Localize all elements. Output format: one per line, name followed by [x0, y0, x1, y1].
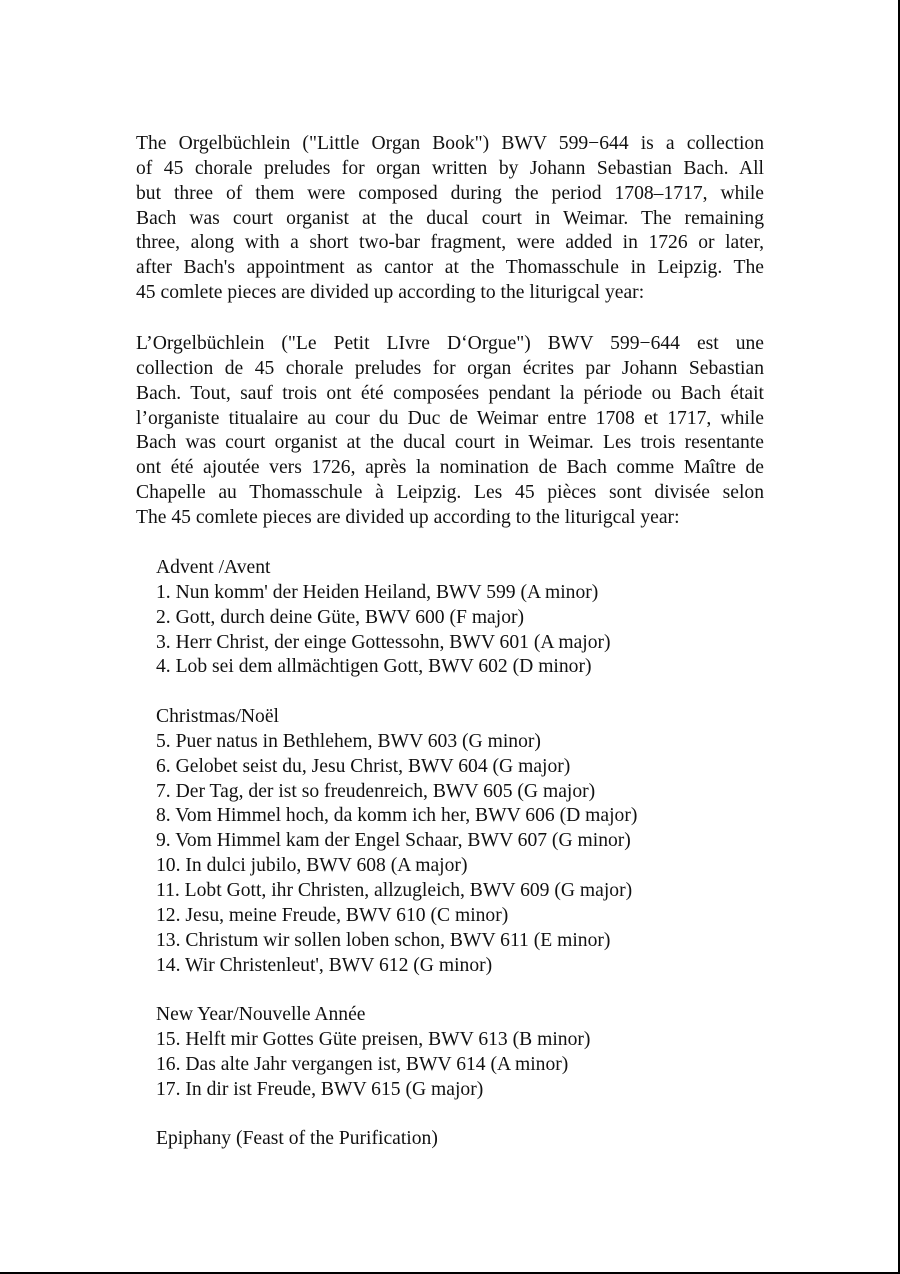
list-item: 1. Nun komm' der Heiden Heiland, BWV 599 (A minor): [156, 581, 599, 603]
list-item: 9. Vom Himmel kam der Engel Schaar, BWV 607 (G minor): [156, 830, 631, 852]
list-item: 14. Wir Christenleut', BWV 612 (G minor): [156, 954, 493, 976]
list-item: 6. Gelobet seist du, Jesu Christ, BWV 604 (G major): [156, 755, 571, 777]
text-line: 45 comlete pieces are divided up according to the liturigcal year:: [136, 282, 645, 304]
text-line: but three of them were composed during the period 1708–1717, while: [136, 182, 764, 204]
list-item: 3. Herr Christ, der einge Gottessohn, BWV 601 (A major): [156, 631, 611, 653]
list-item: 2. Gott, durch deine Güte, BWV 600 (F major): [156, 606, 525, 628]
text-line: collection de 45 chorale preludes for organ écrites par Johann Sebastian: [136, 357, 764, 379]
text-line: Bach. Tout, sauf trois ont été composées pendant la période ou Bach était: [136, 382, 764, 404]
text-line: Chapelle au Thomasschule à Leipzig. Les 45 pièces sont divisée selon: [136, 482, 764, 504]
chorale-list: [156, 556, 637, 1177]
list-item: 13. Christum wir sollen loben schon, BWV 611 (E minor): [156, 929, 611, 951]
list-item: 4. Lob sei dem allmächtigen Gott, BWV 602 (D minor): [156, 656, 592, 678]
text-line: The Orgelbüchlein ("Little Organ Book") BWV 599−644 is a collection: [136, 133, 764, 154]
intro-paragraph-french: [136, 332, 764, 531]
section-advent: [156, 556, 637, 680]
section-christmas: [156, 705, 637, 978]
section-title: Advent /Avent: [156, 557, 271, 578]
list-item: 8. Vom Himmel hoch, da komm ich her, BWV 606 (D major): [156, 805, 638, 827]
section-epiphany: [156, 1127, 637, 1152]
list-item: 11. Lobt Gott, ihr Christen, allzugleich, BWV 609 (G major): [156, 879, 633, 901]
text-line: Bach was court organist at the ducal court in Weimar. The remaining: [136, 207, 764, 229]
list-item: 16. Das alte Jahr vergangen ist, BWV 614 (A minor): [156, 1053, 569, 1075]
list-item: 5. Puer natus in Bethlehem, BWV 603 (G minor): [156, 730, 541, 752]
list-item: 10. In dulci jubilo, BWV 608 (A major): [156, 855, 468, 877]
text-line: The 45 comlete pieces are divided up according to the liturigcal year:: [136, 506, 680, 528]
text-line: l’organiste titualaire au cour du Duc de Weimar entre 1708 et 1717, while: [136, 407, 764, 429]
section-new-year: [156, 1003, 637, 1102]
intro-paragraph-english: [136, 132, 764, 306]
text-line: after Bach's appointment as cantor at the Thomasschule in Leipzig. The: [136, 257, 764, 279]
section-title: Epiphany (Feast of the Purification): [156, 1128, 438, 1150]
text-line: ont été ajoutée vers 1726, après la nomination de Bach comme Maître de: [136, 457, 764, 479]
list-item: 15. Helft mir Gottes Güte preisen, BWV 613 (B minor): [156, 1029, 591, 1051]
section-title: Christmas/Noël: [156, 706, 279, 728]
section-title: New Year/Nouvelle Année: [156, 1004, 366, 1026]
list-item: 12. Jesu, meine Freude, BWV 610 (C minor): [156, 904, 509, 926]
list-item: 7. Der Tag, der ist so freudenreich, BWV 605 (G major): [156, 780, 596, 802]
list-item: 17. In dir ist Freude, BWV 615 (G major): [156, 1078, 484, 1100]
text-line: of 45 chorale preludes for organ written by Johann Sebastian Bach. All: [136, 157, 764, 179]
text-line: L’Orgelbüchlein ("Le Petit LIvre D‘Orgue") BWV 599−644 est une: [136, 333, 764, 354]
text-line: three, along with a short two-bar fragment, were added in 1726 or later,: [136, 232, 764, 254]
text-line: Bach was court organist at the ducal court in Weimar. Les trois resentante: [136, 432, 764, 454]
